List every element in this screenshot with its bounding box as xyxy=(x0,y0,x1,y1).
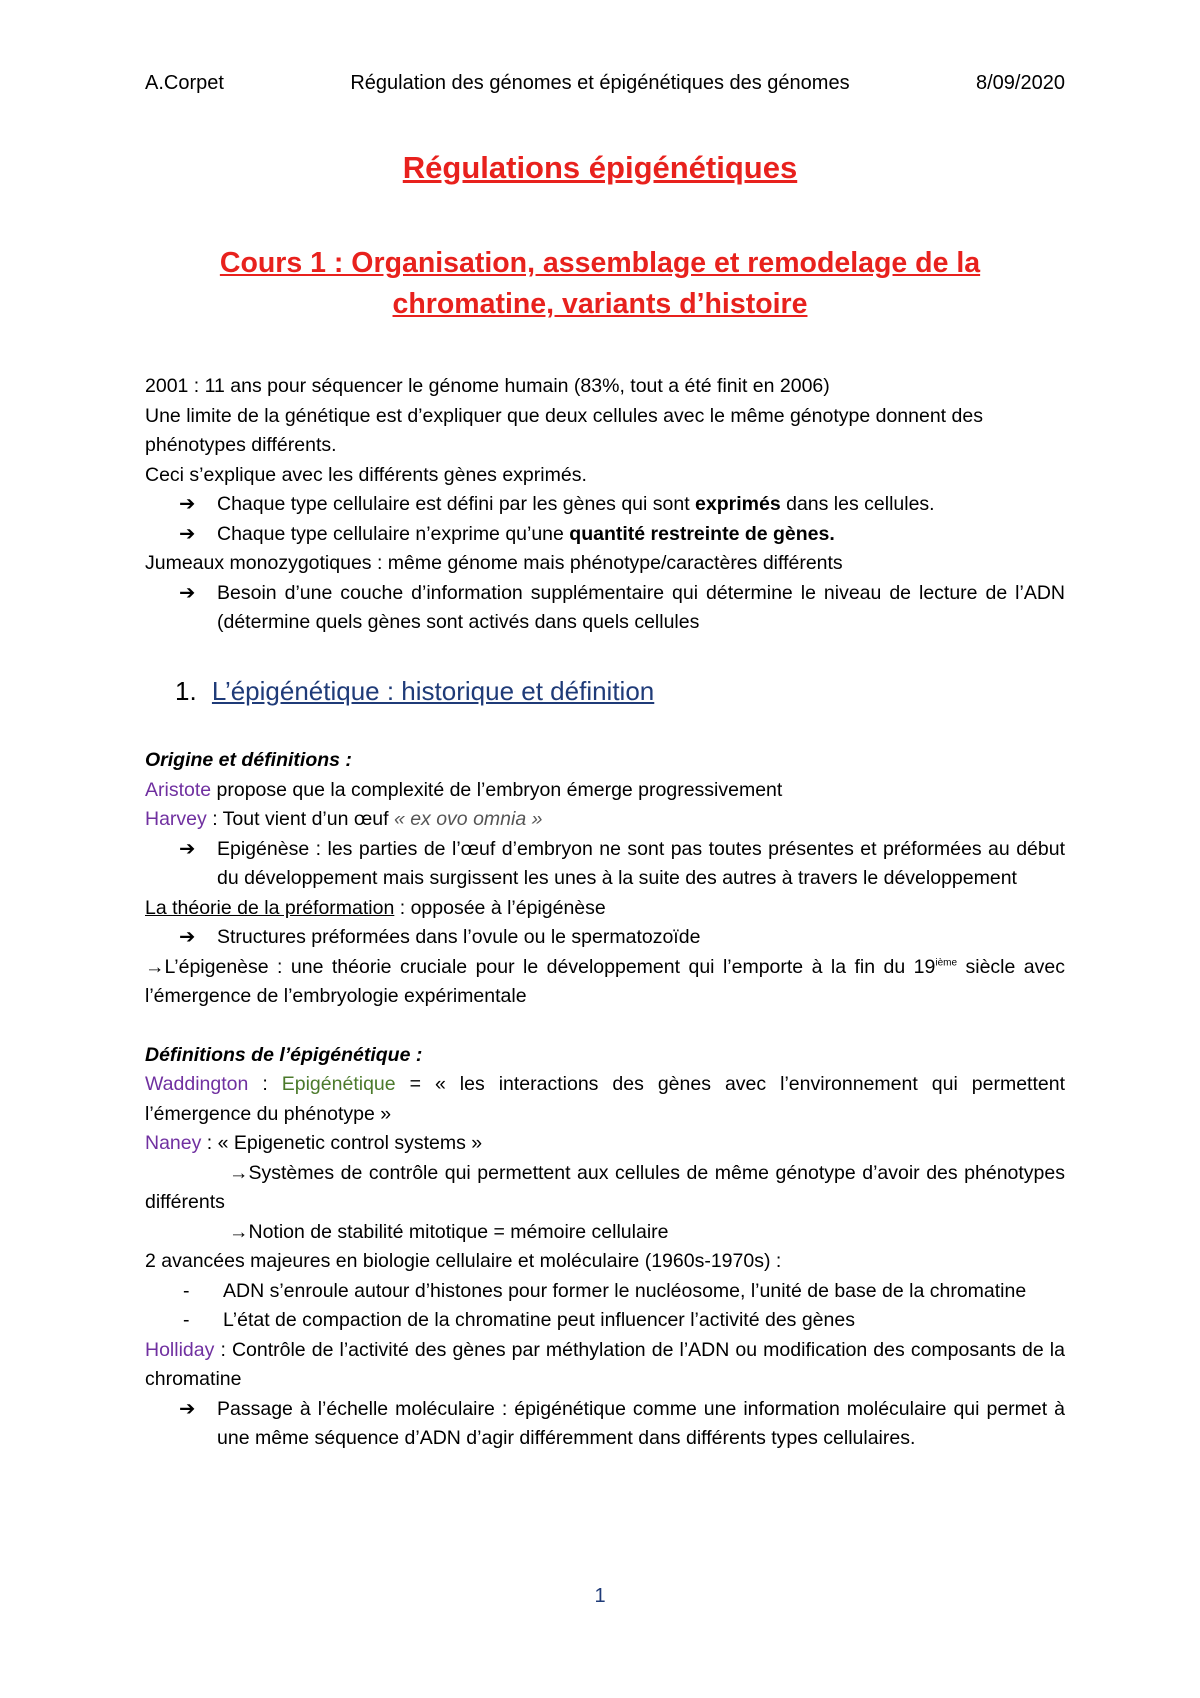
person-name: Harvey xyxy=(145,808,207,830)
origin-heading: Origine et définitions : xyxy=(145,749,352,771)
dash-bullet: - xyxy=(183,1279,190,1302)
aristote-line: Aristote propose que la complexité de l’embryon émerge progressivement xyxy=(145,778,783,801)
arrow-icon: ➔ xyxy=(179,522,196,545)
bullet-item xyxy=(179,1395,1065,1454)
arrow-icon: ➔ xyxy=(179,1397,196,1420)
arrow-icon: ➔ xyxy=(179,581,196,604)
page-header xyxy=(145,72,1065,95)
epigenese-conclusion: →L’épigenèse : une théorie cruciale pour le développement qui l’emporte à la fin du 19ième siècle avec l’émergence de l’embryologie expérimentale xyxy=(145,955,1065,1007)
bullet-item xyxy=(179,520,1065,550)
bullet-item xyxy=(179,490,1065,520)
document-body xyxy=(145,372,1065,1454)
latin-quote: « ex ovo omnia » xyxy=(393,808,543,830)
section-number: 1. xyxy=(175,675,197,706)
bullet-text: Structures préformées dans l’ovule ou le spermatozoïde xyxy=(217,926,701,948)
bullet-item xyxy=(179,923,1065,953)
term: Epigénétique xyxy=(281,1073,396,1095)
person-name: Naney xyxy=(145,1132,202,1154)
thin-arrow-icon: → xyxy=(229,1161,249,1184)
dash-item xyxy=(183,1277,1065,1307)
person-name: Aristote xyxy=(145,778,212,801)
thin-arrow-icon: → xyxy=(145,955,165,978)
intro-line-3: Ceci s’explique avec les différents gènes exprimés. xyxy=(145,463,587,486)
thin-arrow-icon: → xyxy=(229,1220,249,1243)
intro-line-1: 2001 : 11 ans pour séquencer le génome humain (83%, tout a été finit en 2006) xyxy=(145,375,830,397)
bullet-text: Chaque type cellulaire n’exprime qu’une quantité restreinte de gènes. xyxy=(217,522,835,545)
holliday-line: Holliday : Contrôle de l’activité des gènes par méthylation de l’ADN ou modification des composants de la chromatine xyxy=(145,1338,1065,1390)
bullet-text: Epigénèse : les parties de l’œuf d’embryon ne sont pas toutes présentes et préformées au début du développement mais surgissent les unes à la suite des autres à travers le développement xyxy=(217,837,1065,889)
intro-line-4: Jumeaux monozygotiques : même génome mais phénotype/caractères différents xyxy=(145,552,843,574)
arrow-icon: ➔ xyxy=(179,837,196,860)
bullet-item xyxy=(179,835,1065,894)
arrow-icon: ➔ xyxy=(179,493,196,515)
naney-sub-1: →Systèmes de contrôle qui permettent aux cellules de même génotype d’avoir des phénotypes différents xyxy=(145,1161,1065,1213)
dash-item xyxy=(183,1306,1065,1336)
dash-text: ADN s’enroule autour d’histones pour former le nucléosome, l’unité de base de la chromatine xyxy=(223,1279,1027,1302)
naney-line: Naney : « Epigenetic control systems » xyxy=(145,1132,483,1154)
header-subject: Régulation des génomes et épigénétiques des génomes xyxy=(350,72,850,94)
definitions-heading: Définitions de l’épigénétique : xyxy=(145,1043,423,1066)
person-name: Holliday xyxy=(145,1338,215,1361)
header-date: 8/09/2020 xyxy=(976,72,1065,94)
course-title-line-1: Cours 1 : Organisation, assemblage et remodelage de la xyxy=(219,247,981,279)
bullet-text: Besoin d’une couche d’information supplémentaire qui détermine le niveau de lecture de l’ADN (détermine quels gènes sont activés dans quels cellules xyxy=(217,581,1065,633)
person-name: Waddington xyxy=(145,1073,249,1095)
course-title-line-2: chromatine, variants d’histoire xyxy=(392,288,808,320)
document-title: Régulations épigénétiques xyxy=(402,150,798,185)
section-heading xyxy=(175,677,1065,707)
intro-line-2: Une limite de la génétique est d’expliquer que deux cellules avec le même génotype donnent des phénotypes différents. xyxy=(145,404,983,456)
bullet-text: Chaque type cellulaire est défini par les gènes qui sont exprimés dans les cellules. xyxy=(217,493,935,515)
preformation-line: La théorie de la préformation : opposée à l’épigénèse xyxy=(145,896,606,919)
advances-line: 2 avancées majeures en biologie cellulaire et moléculaire (1960s-1970s) : xyxy=(145,1250,782,1272)
naney-sub-2: →Notion de stabilité mitotique = mémoire cellulaire xyxy=(229,1220,669,1243)
harvey-line: Harvey : Tout vient d’un œuf « ex ovo omnia » xyxy=(145,808,543,830)
bullet-text: Passage à l’échelle moléculaire : épigénétique comme une information moléculaire qui permet à une même séquence d’ADN d’agir différemment dans différents types cellulaires. xyxy=(217,1397,1065,1449)
dash-bullet: - xyxy=(183,1309,190,1331)
waddington-line: Waddington : Epigénétique = « les interactions des gènes avec l’environnement qui permettent l’émergence du phénotype » xyxy=(145,1073,1065,1125)
preformation-label: La théorie de la préformation xyxy=(145,896,395,919)
dash-text: L’état de compaction de la chromatine peut influencer l’activité des gènes xyxy=(223,1309,855,1331)
course-title xyxy=(130,243,1070,325)
bullet-item xyxy=(179,579,1065,638)
arrow-icon: ➔ xyxy=(179,926,196,948)
page-number: 1 xyxy=(594,1585,606,1607)
header-author: A.Corpet xyxy=(145,72,224,94)
section-label: L’épigénétique : historique et définition xyxy=(211,675,655,706)
